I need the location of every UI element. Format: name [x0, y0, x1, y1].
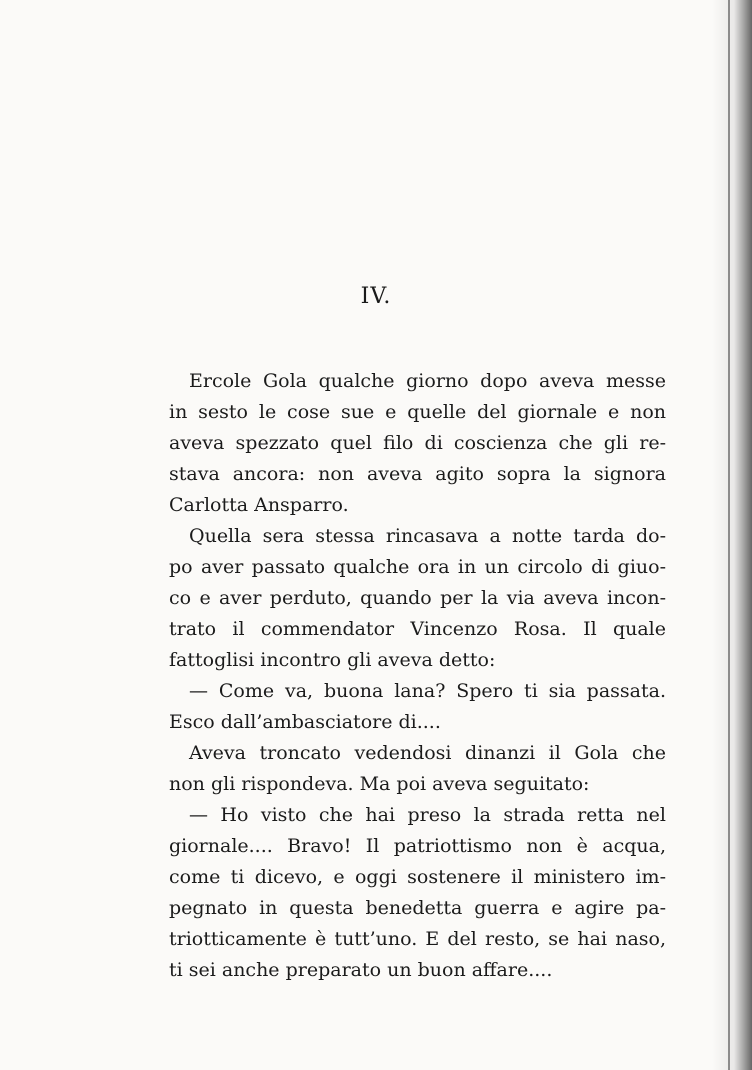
- text-line: Carlotta Ansparro.: [169, 494, 349, 516]
- page-edge-shadow: [712, 0, 752, 1070]
- text-line: in sesto le cose sue e quelle del giornale e non: [169, 401, 666, 423]
- text-line: ti sei anche preparato un buon affare....: [169, 959, 553, 981]
- text-line: triotticamente è tutt’uno. E del resto, se hai naso,: [169, 928, 666, 950]
- text-line: Esco dall’ambasciatore di....: [169, 711, 441, 733]
- text-line: — Ho visto che hai preso la strada retta nel: [189, 804, 666, 826]
- text-line: stava ancora: non aveva agito sopra la signora: [169, 463, 666, 485]
- text-line: aveva spezzato quel filo di coscienza che gli re-: [169, 432, 666, 454]
- text-line: fattoglisi incontro gli aveva detto:: [169, 649, 496, 671]
- body-text: [169, 366, 666, 986]
- text-line: co e aver perduto, quando per la via aveva incon-: [169, 587, 666, 609]
- text-line: — Come va, buona lana? Spero ti sia passata.: [189, 680, 666, 702]
- text-line: non gli rispondeva. Ma poi aveva seguitato:: [169, 773, 590, 795]
- text-line: giornale.... Bravo! Il patriottismo non è acqua,: [169, 835, 666, 857]
- text-line: pegnato in questa benedetta guerra e agire pa-: [169, 897, 666, 919]
- text-line: Quella sera stessa rincasava a notte tarda do-: [189, 525, 666, 547]
- page-edge-line: [728, 0, 730, 1070]
- text-line: Ercole Gola qualche giorno dopo aveva messe: [189, 370, 666, 392]
- text-line: trato il commendator Vincenzo Rosa. Il quale: [169, 618, 666, 640]
- text-line: Aveva troncato vedendosi dinanzi il Gola che: [189, 742, 666, 764]
- chapter-heading: IV.: [360, 284, 392, 309]
- text-line: po aver passato qualche ora in un circolo di giuo-: [169, 556, 666, 578]
- text-line: come ti dicevo, e oggi sostenere il ministero im-: [169, 866, 666, 888]
